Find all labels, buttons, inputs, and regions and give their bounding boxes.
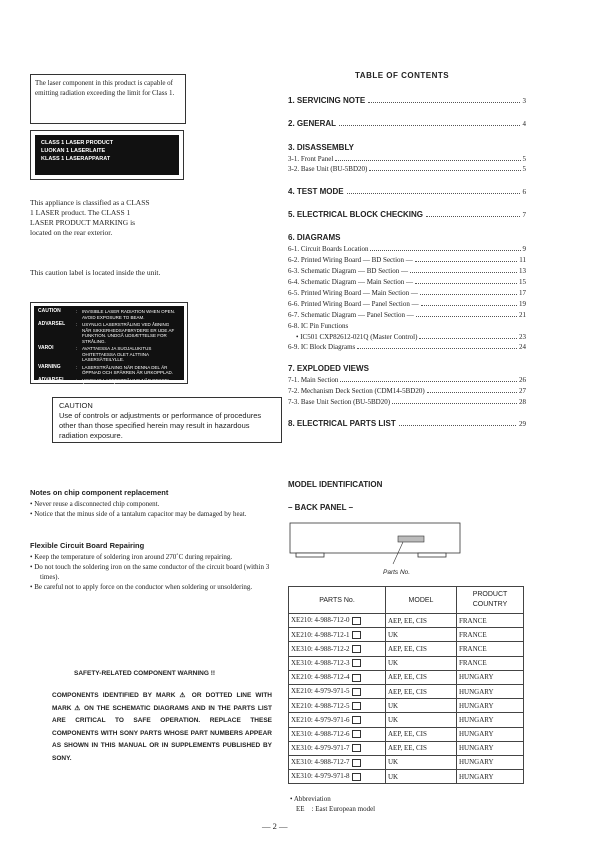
checkbox-icon [352,716,361,724]
parts-no-label-rect [398,536,424,542]
checkbox-icon [352,617,361,625]
caution-text: Use of controls or adjustments or performance of procedures other than those specified herein may result in hazardous radiation exposure. [59,411,262,440]
toc-section-label: 3. DISASSEMBLY [288,143,354,152]
toc-page: 21 [519,311,526,319]
country-cell: HUNGARY [457,713,524,727]
table-row [289,642,524,656]
toc-sub-label: 7-1. Main Section [288,376,339,384]
model-cell: UK [386,713,457,727]
country-cell: HUNGARY [457,670,524,684]
warning-row: ADVARSEL : USYNLIG LASERSTRÅLING VED ÅBNING NÅR SIKKERHEDSAFBRYDERE ER UDE AF FUNKTION. UNDGÅ UDSÆTTELSE FOR STRÅLING. [38,322,180,344]
appliance-classification-text: This appliance is classified as a CLASS 1 LASER product. The CLASS 1 LASER PRODUCT MARKING is located on the rear exterior. [30,198,150,237]
checkbox-icon [352,744,361,752]
country-cell: HUNGARY [457,684,524,698]
class-label-line: CLASS 1 LASER PRODUCT [41,140,114,146]
toc-section[interactable] [288,119,526,128]
caution-box [52,397,282,443]
flex-repair-list [30,552,270,592]
panel-foot-left [296,553,324,557]
toc-section-label: 7. EXPLODED VIEWS [288,364,369,373]
table-row [289,755,524,769]
parts-no-cell: XE310: 4-979-971-8 [289,770,386,784]
table-row [289,614,524,628]
toc-page: 11 [519,256,526,264]
toc-subsection[interactable] [288,267,526,276]
abbr-text: EE : East European model [296,805,376,813]
toc-section[interactable] [288,364,526,373]
toc-page: 5 [522,155,526,163]
flex-note-item: • Do not touch the soldering iron on the same conductor of the circuit board (within 3 times). [30,563,270,581]
checkbox-icon [352,773,361,781]
warning-key: CAUTION [38,308,61,314]
flex-note-item: • Keep the temperature of soldering iron around 270˚C during repairing. [30,553,233,561]
country-cell: HUNGARY [457,770,524,784]
toc-page: 29 [519,420,526,428]
table-row [289,699,524,713]
toc-page: 28 [519,398,526,406]
toc-subsection[interactable] [288,278,526,287]
parts-no-cell: XE310: 4-979-971-7 [289,741,386,755]
model-cell: AEP, EE, CIS [386,670,457,684]
toc-subsection[interactable] [288,245,526,254]
laser-notice-box [30,74,186,124]
parts-no-cell: XE310: 4-988-712-3 [289,656,386,670]
toc-subsection[interactable] [288,289,526,298]
toc-section[interactable] [288,96,526,105]
table-row [289,670,524,684]
toc-page: 3 [522,97,526,105]
toc-sub-label: 6-4. Schematic Diagram — Main Section — [288,278,413,286]
parts-no-cell: XE210: 4-988-712-4 [289,670,386,684]
model-id-table [288,586,524,784]
parts-no-cell: XE210: 4-988-712-1 [289,628,386,642]
checkbox-icon [352,659,361,667]
toc-subsection[interactable] [288,387,526,396]
checkbox-icon [352,688,361,696]
page-number: — 2 — [262,821,288,831]
model-cell: AEP, EE, CIS [386,727,457,741]
parts-no-cell: XE310: 4-988-712-2 [289,642,386,656]
warning-key: VARNING [38,363,61,370]
warning-key: VAROI [38,345,54,351]
laser-warning-label-inner [34,306,184,394]
toc-section-label: 5. ELECTRICAL BLOCK CHECKING [288,210,423,219]
warning-text: LASERSTRÅLNING NÄR DENNA DEL ÄR ÖPPNAD OCH SPÄRREN ÄR URKOPPLAD. [82,364,174,375]
checkbox-icon [352,759,361,767]
table-header-row [289,587,524,614]
parts-no-cell: XE310: 4-988-712-6 [289,727,386,741]
model-cell: UK [386,699,457,713]
safety-warning-title: SAFETY-RELATED COMPONENT WARNING !! [74,670,216,677]
toc-page: 24 [519,343,526,351]
checkbox-icon [352,702,361,710]
back-panel-title: – BACK PANEL – [288,503,354,512]
toc-page: 19 [519,300,526,308]
flex-note-item: • Be careful not to apply force on the conductor when soldering or unsoldering. [30,583,253,591]
toc-sub-label: 6-7. Schematic Diagram — Panel Section — [288,311,414,319]
chip-note-item: • Never reuse a disconnected chip component. [30,500,160,508]
model-cell: UK [386,770,457,784]
country-cell: FRANCE [457,642,524,656]
header-parts-no: PARTS No. [289,587,386,614]
laser-notice-text: The laser component in this product is capable of emitting radiation exceeding the limit for Class 1. [35,79,175,97]
parts-no-cell: XE210: 4-979-971-5 [289,684,386,698]
abbr-title: • Abbreviation [290,795,331,803]
toc-page: 9 [522,245,526,253]
toc-sub-label: 7-2. Mechanism Deck Section (CDM14-5BD20) [288,387,425,395]
warning-key: ADVARSEL [38,321,66,327]
toc-sub-label: 6-1. Circuit Boards Location [288,245,369,253]
country-cell: FRANCE [457,656,524,670]
class-label-line: LUOKAN 1 LASERLAITE [41,148,106,154]
class1-laser-label [30,130,184,180]
country-cell: FRANCE [457,614,524,628]
toc-subsection[interactable] [288,165,526,174]
toc-sub-label: 6-3. Schematic Diagram — BD Section — [288,267,408,275]
toc-page: 4 [522,120,526,128]
parts-no-cell: XE310: 4-988-712-7 [289,755,386,769]
warning-row: CAUTION : INVISIBLE LASER RADIATION WHEN OPEN. AVOID EXPOSURE TO BEAM. [38,309,180,320]
toc-section-label: 8. ELECTRICAL PARTS LIST [288,419,396,428]
checkbox-icon [352,674,361,682]
warning-row: ADVARSEL : USYNLIG LASERSTRÅLING NÅR DEKSEL ÅPNES. UNNGÅ EKSPONERING FOR STRÅLEN. [38,378,180,395]
model-cell: UK [386,628,457,642]
model-id-title: MODEL IDENTIFICATION [288,480,383,489]
toc-sub-label: 7-3. Base Unit Section (BU-5BD20) [288,398,391,406]
toc-page: 5 [522,165,526,173]
toc-sub-label: 6-5. Printed Wiring Board — Main Section — [288,289,418,297]
country-cell: FRANCE [457,628,524,642]
toc-page: 7 [522,211,526,219]
caution-location-text: This caution label is located inside the unit. [30,268,161,277]
table-row [289,684,524,698]
table-row [289,770,524,784]
toc-section-label: 1. SERVICING NOTE [288,96,366,105]
toc-sub-label: 6-8. IC Pin Functions [288,322,349,330]
abbreviation-note [290,794,375,814]
toc-section[interactable] [288,233,526,242]
caution-title: CAUTION [59,401,93,410]
toc-sub-label: 3-2. Base Unit (BU-5BD20) [288,165,368,173]
parts-no-caption: Parts No. [383,569,411,576]
toc-subsection[interactable] [288,376,526,385]
toc-sub-label: • IC501 CXP82612-021Q (Master Control) [296,333,418,341]
toc-page: 26 [519,376,526,384]
model-cell: UK [386,656,457,670]
toc-page: 15 [519,278,526,286]
chip-notes-list [30,499,270,519]
warning-row: VAROI : AVATTAESSA JA SUOJALUKITUS OHITETTAESSA OLET ALTTIINA LASERSÄTEILYLLE. [38,346,180,363]
laser-warning-label [30,302,188,394]
chip-notes-title: Notes on chip component replacement [30,488,169,497]
toc-subsection[interactable] [288,155,526,164]
warning-text: INVISIBLE LASER RADIATION WHEN OPEN. AVOID EXPOSURE TO BEAM. [82,309,176,320]
toc-section[interactable] [288,210,526,219]
toc-subsection[interactable] [288,343,526,352]
checkbox-icon [352,631,361,639]
warning-text: USYNLIG LASERSTRÅLING NÅR DEKSEL ÅPNES. UNNGÅ EKSPONERING FOR STRÅLEN. [82,377,170,394]
warning-row: VARNING : LASERSTRÅLNING NÄR DENNA DEL ÄR ÖPPNAD OCH SPÄRREN ÄR URKOPPLAD. [38,365,180,376]
country-cell: HUNGARY [457,741,524,755]
table-row [289,628,524,642]
header-product-country: PRODUCT COUNTRY [457,587,524,614]
class1-laser-label-inner [35,135,179,175]
toc-sub-label: 6-9. IC Block Diagrams [288,343,356,351]
model-cell: AEP, EE, CIS [386,741,457,755]
table-row [289,741,524,755]
panel-outline [290,523,460,553]
country-cell: HUNGARY [457,699,524,713]
toc-section[interactable] [288,143,526,152]
class-label-line: KLASS 1 LASERAPPARAT [41,156,111,162]
toc-page: 23 [519,333,526,341]
parts-no-cell: XE210: 4-979-971-6 [289,713,386,727]
warning-text: USYNLIG LASERSTRÅLING VED ÅBNING NÅR SIKKERHEDSAFBRYDERE ER UDE AF FUNKTION. UNDGÅ UDSÆTTELSE FOR STRÅLING. [82,322,175,344]
country-cell: HUNGARY [457,727,524,741]
toc-sub-label: 6-2. Printed Wiring Board — BD Section — [288,256,413,264]
warning-key: ADVARSEL [38,376,66,383]
model-cell: AEP, EE, CIS [386,642,457,656]
model-cell: AEP, EE, CIS [386,684,457,698]
toc-section[interactable] [288,187,526,196]
toc-page: 13 [519,267,526,275]
chip-note-item: • Notice that the minus side of a tantalum capacitor may be damaged by heat. [30,510,247,518]
toc-page: 27 [519,387,526,395]
toc-page: 17 [519,289,526,297]
table-row [289,727,524,741]
model-cell: AEP, EE, CIS [386,614,457,628]
toc-page: 6 [522,188,526,196]
flex-repair-title: Flexible Circuit Board Repairing [30,541,145,550]
parts-no-cell: XE210: 4-988-712-5 [289,699,386,713]
toc-subsection[interactable] [288,311,526,320]
header-model: MODEL [386,587,457,614]
checkbox-icon [352,730,361,738]
toc-subsection[interactable] [296,333,526,342]
parts-no-cell: XE210: 4-988-712-0 [289,614,386,628]
panel-foot-right [418,553,446,557]
toc-title: TABLE OF CONTENTS [355,71,450,80]
toc-subsection[interactable] [288,256,526,265]
checkbox-icon [352,645,361,653]
toc-section-label: 4. TEST MODE [288,187,344,196]
back-panel-diagram [288,520,468,570]
toc-subsection[interactable] [288,398,526,407]
warning-text: AVATTAESSA JA SUOJALUKITUS OHITETTAESSA OLET ALTTIINA LASERSÄTEILYLLE. [82,346,152,362]
table-row [289,656,524,670]
toc-subsection[interactable] [288,300,526,309]
toc-section[interactable] [288,419,526,428]
toc-section-label: 2. GENERAL [288,119,337,128]
toc-sub-label: 3-1. Front Panel [288,155,334,163]
toc-section-label: 6. DIAGRAMS [288,233,341,242]
table-row [289,713,524,727]
country-cell: HUNGARY [457,755,524,769]
toc-subsection[interactable] [288,322,526,331]
safety-warning-body: COMPONENTS IDENTIFIED BY MARK ⚠ OR DOTTED LINE WITH MARK ⚠ ON THE SCHEMATIC DIAGRAMS AND IN THE PARTS LIST ARE CRITICAL TO SAFE OPERATION. REPLACE THESE COMPONENTS WITH SONY PARTS WHOSE PART NUMBERS APPEAR AS SHOWN IN THIS MANUAL OR IN SUPPLEMENTS PUBLISHED BY SONY. [52,692,272,762]
toc-sub-label: 6-6. Printed Wiring Board — Panel Section — [288,300,419,308]
model-cell: UK [386,755,457,769]
